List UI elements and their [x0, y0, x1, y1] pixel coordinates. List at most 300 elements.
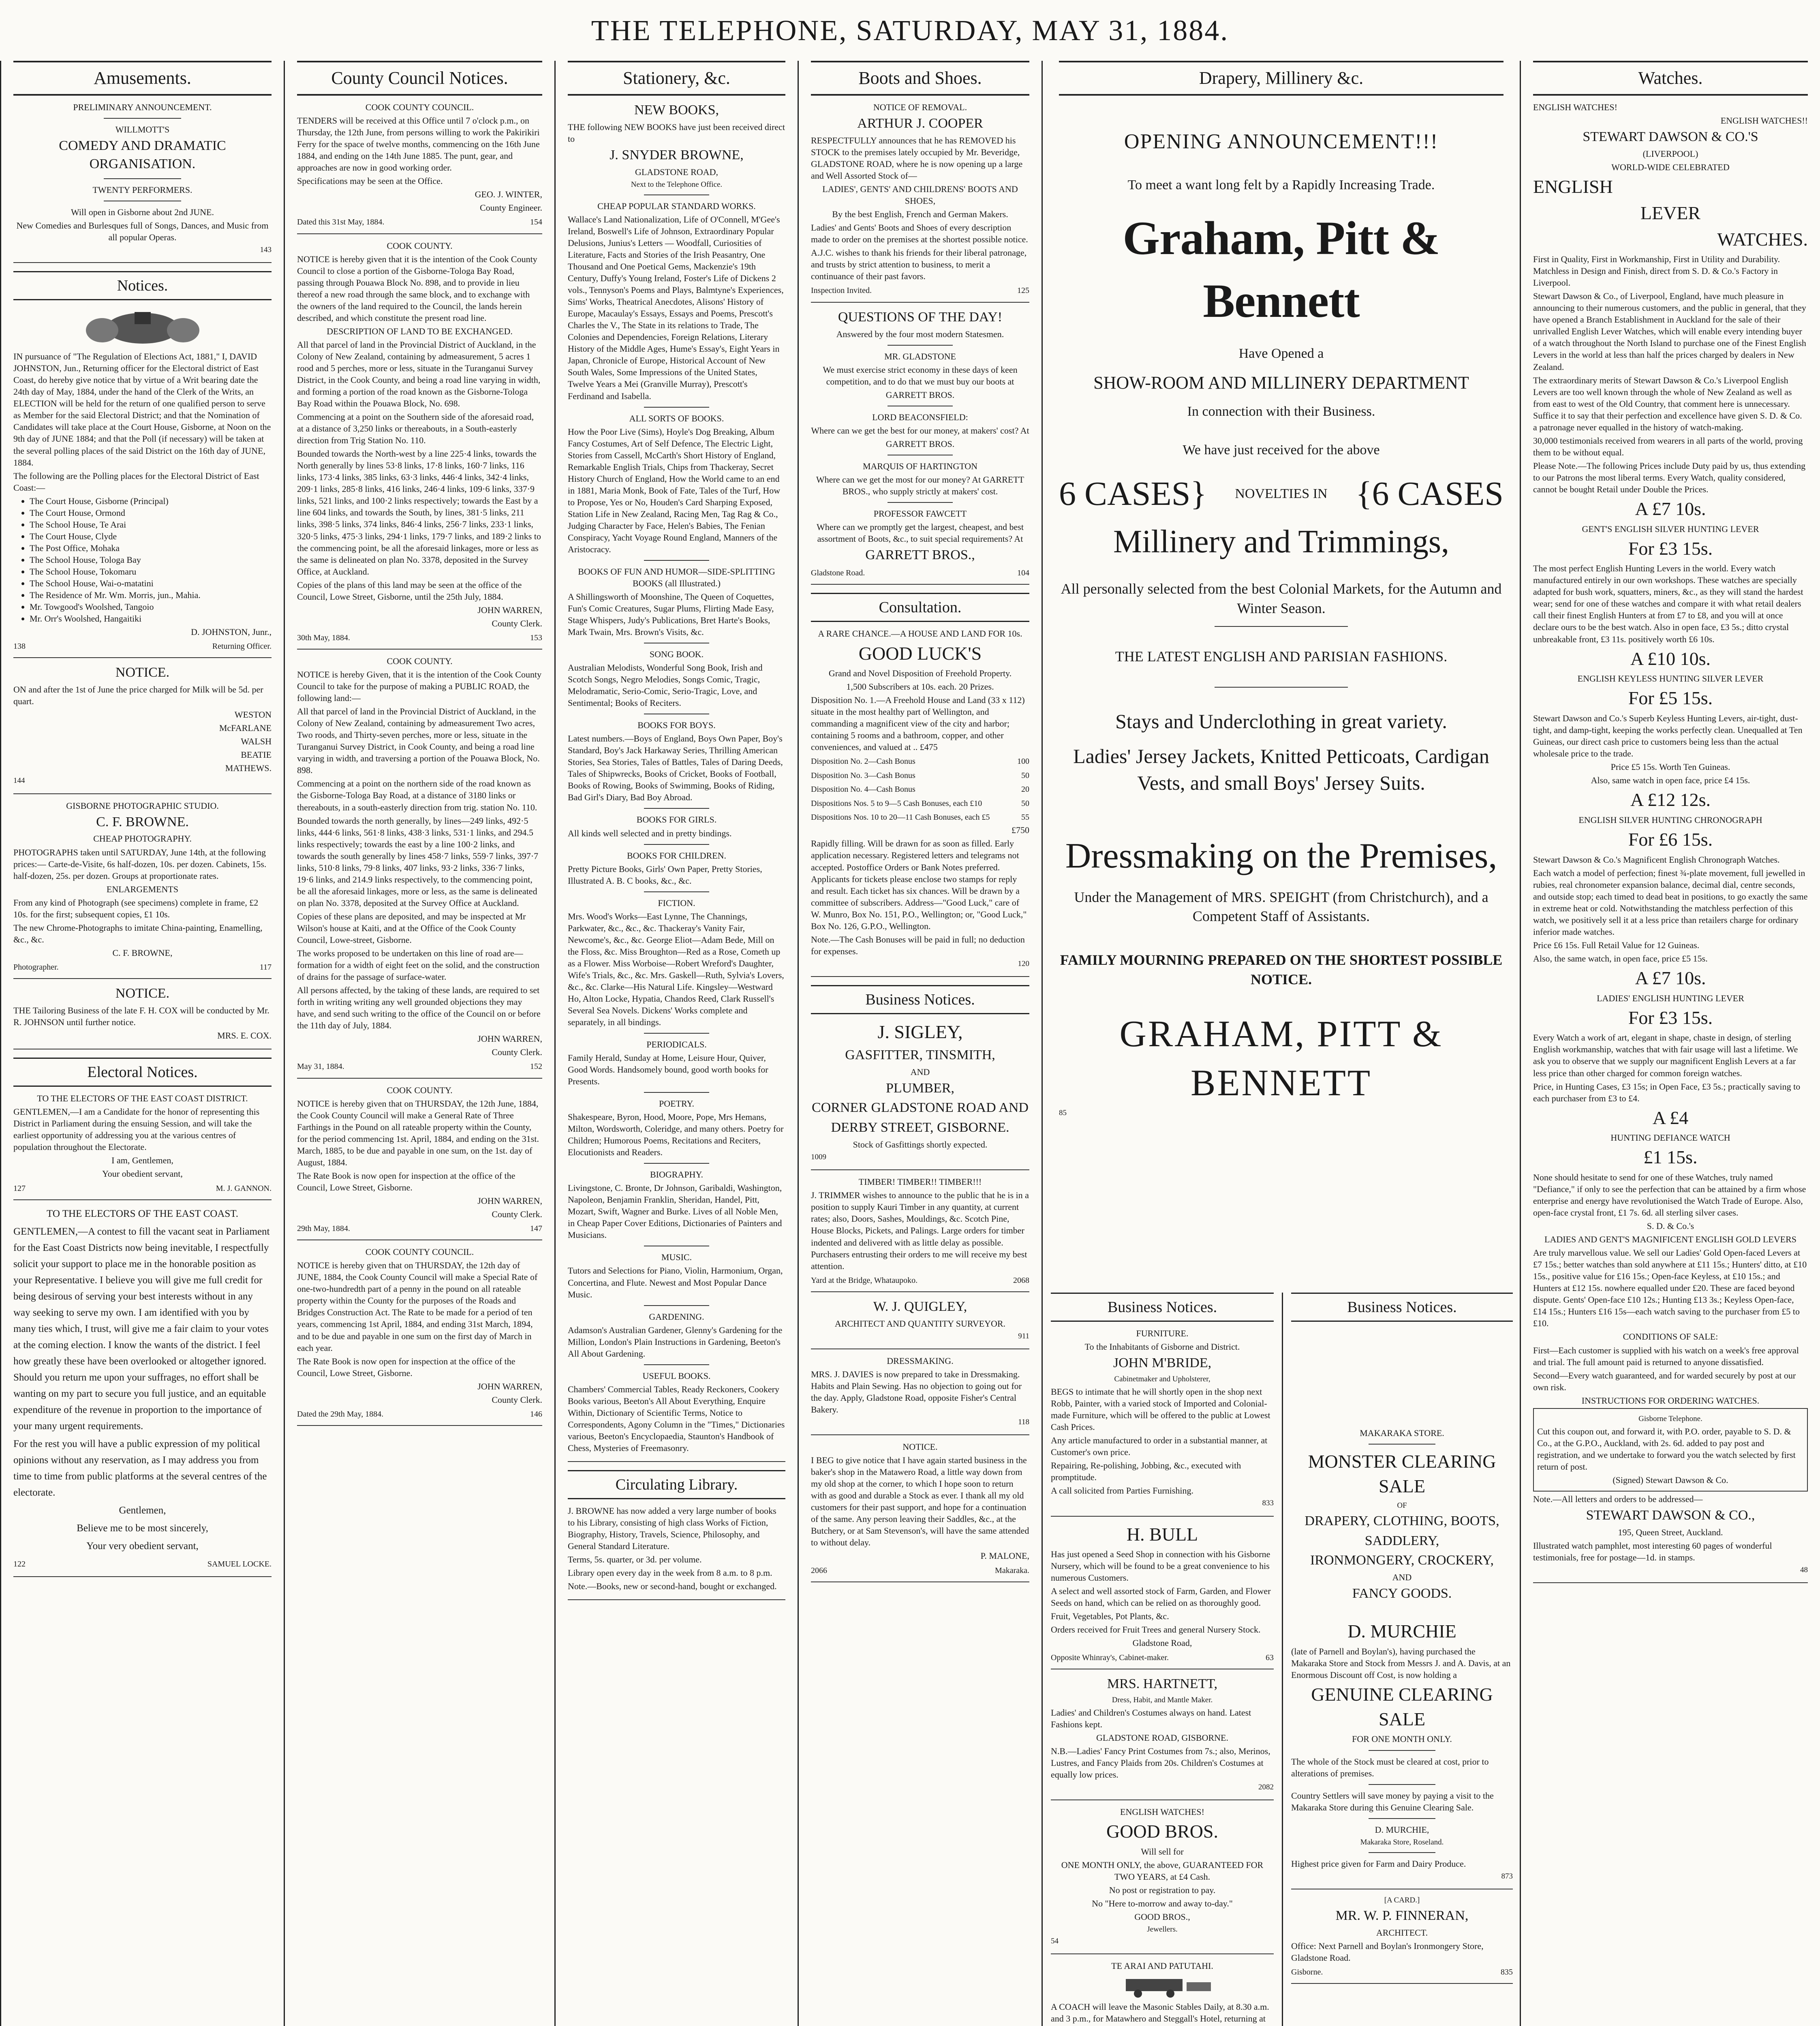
election-text: IN pursuance of "The Regulation of Elections Act, 1881," I, DAVID JOHNSTON, Jun., Returning officer for the Electoral district of East Coast, do hereby give notice that by virtue of a Writ bearing date the 24th day of May, 1884, under the hand of the Clerk of the Writs, an ELECTION will be held for the return of one qualified person to serve as Member for the said Electoral District; and that the Nomination of Candidates will take place at the Court House, Gisborne, at Noon on the 9th day of JUNE 1884; and that the Poll (if necessary) will be taken at the several polling places of the said District on the 16th day of JUNE, 1884. [13, 351, 271, 468]
notice-text: Bounded towards the North-west by a line 225·4 links, towards the North generally by lines 53·8 links, 17·8 links, 160·7 links, 116 links, 173·4 links, 385 links, 63·3 links, 446·4 links, 342·4 links, 209·1 links, 285·8 links, 416 links, 246·4 links, 109·6 links, 337·9 links, 521 links, and 100·2 links respectively; towards the East by a line 604 links, and towards the South, by lines, 381·5 links, 211 links, 398·5 links, 374 links, 846·4 links, 256·7 links, 233·1 links, 320·5 links, 475·3 links, 294·1 links, 179·7 links, and 189·2 links to the commencing point, be all the aforesaid linkages, more or less as the same is delineated on plan No. 3378, deposited in the Survey Office, at Auckland. [297, 449, 541, 577]
books-section-text: Chambers' Commercial Tables, Ready Reckoners, Cookery Books various, Beeton's All About Everything, Enquire Within, Dictionary of Scientific Terms, Notice to Correspondents, Agony Column in the "Times," Dictionaries various, Beeton's Encyclopaedia, Staunton's Handbook of Chess, Mysteries of Freemasonry. [568, 1384, 785, 1453]
books-section-heading: BOOKS FOR BOYS. [637, 720, 716, 731]
notice-date: Dated this 31st May, 1884. [297, 218, 385, 227]
offer-desc: ENGLISH KEYLESS HUNTING SILVER LEVER [1577, 673, 1764, 684]
notice-signature: GEO. J. WINTER, [475, 189, 542, 200]
notice-signature: JOHN WARREN, [477, 605, 542, 615]
bull-ad [1051, 1522, 1274, 1669]
disposition-value: 55 [1021, 813, 1029, 822]
notice-text: All persons affected, by the taking of these lands, are required to set forth in writing writing any well grounded objections they may have, and send such writing to the office of the Council on or before the 11th day of July, 1884. [297, 985, 541, 1031]
notice-text: TENDERS will be received at this Office until 7 o'clock p.m., on Thursday, the 12th June, from persons willing to work the Pakirikiri Ferry for the space of twelve months, commencing on the 16th June 1884, and ending on the 14th June 1885. The punt, gear, and approaches are now in good working order. [297, 115, 540, 173]
ad-number: 120 [1018, 959, 1029, 968]
offer-price: Price, in Hunting Cases, £3 15s; in Open Face, £3 5s.; practically saving to each purchaser from £3 to £4. [1533, 1081, 1801, 1103]
books-section-heading: BOOKS OF FUN AND HUMOR—SIDE-SPLITTING BOOKS (all Illustrated.) [578, 566, 775, 588]
notice-date: 30th May, 1884. [297, 633, 350, 642]
dressmaking-management: Under the Management of MRS. SPEIGHT (from Christchurch), and a Competent Staff of Assistants. [1074, 889, 1489, 925]
books-section-text: Tutors and Selections for Piano, Violin, Harmonium, Organ, Concertina, and Flute. Newest and Most Popular Dance Music. [568, 1265, 783, 1299]
consultation-note: Note.—The Cash Bonuses will be paid in full; no deduction for expenses. [811, 934, 1025, 956]
mbride-role: Cabinetmaker and Upholsterer, [1114, 1375, 1210, 1384]
timber-text: J. TRIMMER wishes to announce to the public that he is in a position to supply Kauri Timber in any quantity, at current rates; also, Doors, Sashes, Mouldings, &c. Scotch Pine, House Blocks, Pickets, and Palings. Large orders for timber indented and delivered with as little delay as possible. Purchasers entrusting their orders to me will receive my best attention. [811, 1190, 1029, 1271]
dawson-watches: WATCHES. [1717, 229, 1808, 250]
offer-for: For £3 15s. [1628, 1007, 1713, 1028]
disposition-label: Dispositions Nos. 5 to 9—5 Cash Bonuses, each £10 [811, 799, 982, 808]
photo-studio-ad [13, 800, 272, 979]
timber-heading: TIMBER! TIMBER!! TIMBER!!! [858, 1177, 982, 1187]
notice-text: NOTICE is hereby given that on THURSDAY, the 12th day of JUNE, 1884, the Cook County Council will make a Special Rate of one-two-hundredth part of a penny in the pound on all rateable property within the County for the purposes of the Roads and Bridges Construction Act. The Rate to be made for a period of ten years, commencing 1st April, 1884, and ending 31st March, 1894, and to be due and payable in one sum on the first day of March in each year. [297, 1260, 538, 1353]
stock-cleared: The whole of the Stock must be cleared at cost, prior to alterations of premises. [1291, 1756, 1489, 1778]
notice-role: County Clerk. [492, 1209, 542, 1219]
dawson-testimonials: 30,000 testimonials received from wearers in all parts of the world, proving them to be without equal. [1533, 435, 1803, 457]
disposition-row [811, 798, 1029, 809]
removal-heading: NOTICE OF REMOVAL. [873, 102, 967, 113]
business-header: Business Notices. [1291, 1293, 1513, 1322]
sale-of: OF [1397, 1501, 1407, 1510]
polling-place: • The School House, Wai-o-matatini [30, 577, 272, 589]
library-ad [568, 1505, 785, 1600]
books-section-heading: CHEAP POPULAR STANDARD WORKS. [597, 201, 756, 211]
offer-desc: GENT'S ENGLISH SILVER HUNTING LEVER [1582, 524, 1759, 534]
polling-place: • The Court House, Clyde [30, 530, 272, 542]
coach-text: A COACH will leave the Masonic Stables Daily, at 8.30 a.m. and 3 p.m., for Matawhero and Steggall's Hotel, returning at [1051, 2002, 1269, 2024]
column-header-council: County Council Notices. [297, 61, 542, 96]
statesman-answer: Where can we get the best for our money, at makers' cost? At [811, 425, 1029, 436]
books-next: Next to the Telephone Office. [631, 180, 723, 189]
books-section-heading: BOOKS FOR GIRLS. [636, 814, 717, 825]
books-section-heading: FICTION. [658, 898, 695, 908]
notice-role: County Clerk. [492, 1047, 542, 1058]
books-section-heading: GARDENING. [649, 1311, 704, 1322]
notice-heading: COOK COUNTY COUNCIL. [365, 102, 474, 113]
enlargements-heading: ENLARGEMENTS [106, 884, 179, 894]
notice-date: May 31, 1884. [297, 1062, 344, 1071]
removal-notice [811, 101, 1029, 303]
notice-subheading: DESCRIPTION OF LAND TO BE EXCHANGED. [327, 326, 513, 336]
finneran-role: ARCHITECT. [1376, 1927, 1428, 1938]
gannon-heading: TO THE ELECTORS OF THE EAST COAST DISTRICT. [37, 1093, 248, 1104]
card-label: [A CARD.] [1384, 1896, 1420, 1904]
coach-engraving [1101, 1974, 1223, 1998]
watches-top: ENGLISH WATCHES!! [1720, 115, 1808, 126]
locke-close: Your very obedient servant, [86, 1540, 199, 1552]
books-section-text: Mrs. Wood's Works—East Lynne, The Channings, Parkwater, &c., &c., &c. Thackeray's Vanity Fair, Newcome's, &c., &c. George Eliot—Adam Bede, Mill on the Floss, &c. Miss Broughton—Red as a Rose, Cometh up as a Flower. Miss Worboise—Robert Wreford's Daughter, Wife's Trials, &c., &c. Mrs. Gaskell—Ruth, Sylvia's Lovers, &c., &c. Clarke—His Natural Life. Kingsley—Westward Ho, Alton Locke, Hypatia, Chandos Reed, Clark Russell's Several Sea Novels. Dickens' Works complete and separately, in all bindings. [568, 911, 784, 1027]
drapery-fashions: THE LATEST ENGLISH AND PARISIAN FASHIONS. [1115, 648, 1448, 665]
disposition-label: Dispositions Nos. 10 to 20—11 Cash Bonuses, each £5 [811, 813, 990, 822]
removal-text: RESPECTFULLY announces that he has REMOVED his STOCK to the premises lately occupied by Mr. Beveridge, GLADSTONE ROAD, where he is now opening up a large and Well Assorted Stock of— [811, 135, 1023, 181]
disposition-row [811, 756, 1029, 767]
notice-signature: JOHN WARREN, [477, 1381, 542, 1391]
stewart-dawson-ad [1533, 101, 1808, 1583]
opening-line: Will open in Gisborne about 2nd JUNE. [71, 207, 214, 217]
hartnett-nb: N.B.—Ladies' Fancy Print Costumes from 7s.; also, Merinos, Lustres, and Fancy Plaids from 20s. Children's Costumes at equally low prices. [1051, 1746, 1270, 1780]
drapery-firm-footer: GRAHAM, PITT & BENNETT [1119, 1013, 1443, 1104]
disposition-row [811, 770, 1029, 781]
statesman-answer: Where can we get the most for our money? At GARRETT BROS., who supply strictly at makers' cost. [816, 474, 1024, 496]
dawson-illustrated: Illustrated watch pamphlet, most interesting 60 pages of wonderful testimonials, free for postage—1d. in stamps. [1533, 1540, 1772, 1562]
column-header-stationery: Stationery, &c. [568, 61, 785, 96]
ad-number: 911 [1018, 1331, 1029, 1340]
coach-heading: TE ARAI AND PATUTAHI. [1111, 1961, 1213, 1971]
column-header-boots: Boots and Shoes. [811, 61, 1029, 96]
books-section-text: A Shillingsworth of Moonshine, The Queen of Coquettes, Fun's Comic Creatures, Sugar Plums, Flirting Made Easy, Stage Whispers, Judy's Publications, Bret Harte's Books, Mark Twain, Mrs. Brown's Visits, &c. [568, 591, 774, 637]
dawson-please: Please Note.—The following Prices include Duty paid by us, thus extending to our Patrons the most liberal terms. Every Watch, quality considered, cannot be bought Retail under Double the Prices. [1533, 460, 1806, 494]
books-section-text: All kinds well selected and in pretty bindings. [568, 828, 732, 838]
polling-place: • The School House, Tologa Bay [30, 554, 272, 566]
dawson-english: ENGLISH [1533, 176, 1613, 197]
finneran-name: MR. W. P. FINNERAN, [1335, 1908, 1469, 1923]
disposition-value: 100 [1017, 757, 1029, 766]
milk-text: ON and after the 1st of June the price charged for Milk will be 5d. per quart. [13, 684, 263, 707]
drapery-selected: All personally selected from the best Colonial Markets, for the Autumn and Winter Season. [1061, 581, 1502, 616]
disposition-value: 50 [1021, 799, 1029, 808]
bull-text: Fruit, Vegetables, Pot Plants, &c. [1051, 1611, 1169, 1622]
ad-number: 104 [1017, 568, 1029, 577]
books-heading: NEW BOOKS, [634, 103, 719, 118]
locke-close: Believe me to be most sincerely, [77, 1522, 208, 1534]
offer-for: For £3 15s. [1628, 538, 1713, 559]
removal-stock: LADIES', GENTS' AND CHILDRENS' BOOTS AND SHOES, [822, 184, 1018, 206]
drapery-received: We have just received for the above [1183, 442, 1380, 457]
notice-text: Bounded towards the north generally, by lines—249 links, 492·5 links, 444·6 links, 561·8 links, 438·3 links, 531·1 links, and 294.5 links respectively; towards the east by a line 100·2 links, and towards the south generally by lines 458·7 links, 559·7 links, 397·7 links, 510·8 links, 79·8 links, 407 links, 93·2 links, 336·7 links, 19·6 links, and 214.9 links respectively, to the commencing point, be all the aforesaid linkages, more or less, as the same is delineated on plan No. 3378, deposited at the Survey Office at Auckland. [297, 815, 539, 908]
ad-number: 144 [13, 776, 25, 785]
watches-top: ENGLISH WATCHES! [1533, 102, 1617, 113]
enlargements-text: From any kind of Photograph (see specimens) complete in frame, £2 10s. for the first; subsequent copies, £1 10s. [13, 897, 259, 919]
milk-name: WESTON [234, 710, 272, 720]
dressmaking-ad [811, 1355, 1029, 1435]
books-section-text: Wallace's Land Nationalization, Life of O'Connell, M'Gee's Ireland, Boswell's Life of Johnson, Extraordinary Popular Delusions, Junius's Letters — Woodfall, Curiosities of Literature, Facts and Stories of the Irish Peasantry, One Thousand and One Poetical Gems, Mackenzie's 19th Century, Duffy's Young Ireland, Foster's Life of Dickens 2 vols., Tennyson's Poems and Plays, Balmtyne's Experiences, Sims' Works, Theatrical Anecdotes, Alisons' History of Europe, Macaulay's Essays, Essays and Poems, Prescott's Charles the V., The State in its relations to Trade, The Colonies and Dependencies, Foreign Relations, Literary History of the Middle Ages, Hume's Essay's, Eight Years in Japan, Chronicle of Europe, Historical Account of New South Wales, Some Impressions of the United States, Twelve Years a Mei (Granville Murray), Prescott's Ferdinand and Isabella. [568, 214, 784, 401]
offer-was: A £7 10s. [1635, 498, 1706, 519]
newspaper-masthead: THE TELEPHONE, SATURDAY, MAY 31, 1884. [591, 14, 1229, 47]
disposition-label: Disposition No. 3—Cash Bonus [811, 771, 915, 780]
statesman: MARQUIS OF HARTINGTON [862, 461, 978, 471]
studio-cheap: CHEAP PHOTOGRAPHY. [93, 833, 192, 844]
questions-address: Gladstone Road. [811, 568, 865, 577]
baker-text: I BEG to give notice that I have again started business in the baker's shop in the Matawero Road, a little way down from my old shop at the corner, to which I hope soon to return with as good and durable a Stock as ever. I thank all my old customers for their past support, and hope for a continuation of the same. Any person leaving their Saddles, &c., at the Butchery, or at Sam Stevenson's, will have the same attended to without delay. [811, 1455, 1029, 1548]
instructions-heading: INSTRUCTIONS FOR ORDERING WATCHES. [1581, 1395, 1760, 1406]
books-section-text: Shakespeare, Byron, Hood, Moore, Pope, Mrs Hemans, Milton, Wordsworth, Coleridge, and many others. Poetry for Children; Humorous Poems, Recitations and Reciters, Elocutionists and Readers. [568, 1112, 784, 1158]
bull-address2: Opposite Whinray's, Cabinet-maker. [1051, 1653, 1169, 1662]
ferry-tender [297, 101, 542, 234]
timber-yard: Yard at the Bridge, Whataupoko. [811, 1276, 918, 1285]
baker-notice [811, 1441, 1029, 1582]
road-closure-notice [297, 240, 542, 650]
bull-name: H. BULL [1126, 1524, 1198, 1545]
finneran-town: Gisborne. [1291, 1967, 1323, 1977]
locke-heading: TO THE ELECTORS OF THE EAST COAST. [47, 1208, 238, 1219]
hartnett-text: Ladies' and Children's Costumes always on hand. Latest Fashions kept. [1051, 1707, 1251, 1729]
consultation-title: GOOD LUCK'S [858, 643, 982, 664]
disposition-one: Disposition No. 1.—A Freehold House and Land (33 x 112) situate in the most healthy part of Wellington, and commanding a magnificent view of the city and harbor; containing 5 rooms and a bathroom, copper, and other conveniences, and valued at .. £475 [811, 695, 1025, 752]
ad-number: 833 [1262, 1499, 1274, 1508]
statesman-firm: GARRETT BROS. [885, 438, 955, 449]
offer-price: Price £5 15s. Worth Ten Guineas. [1610, 762, 1730, 772]
notice-text: The works proposed to be undertaken on this line of road are—formation for a width of eight feet on the solid, and the construction of drains for the passage of surface-water. [297, 948, 540, 982]
locke-text: GENTLEMEN,—A contest to fill the vacant seat in Parliament for the East Coast Districts now being inevitable, I respectfully solicit your support to place me in the honorable position as your Representative. I believe you will give me full credit for being desirous of serving your best interests without in any way seeking to serve my own. I am identified with you by many ties which, I trust, will give me a fair claim to your votes at the coming election. I know the wants of the district. I feel how greatly these have been overlooked or altogether ignored. Should you return me upon your suffrages, no effort shall be wanting on my part to secure you full justice, and an equitable expenditure of the revenue in proportion to the importance of your many urgent requirements. [13, 1226, 270, 1432]
notice-signature: JOHN WARREN, [477, 1195, 542, 1206]
dawson-note: Note.—All letters and orders to be addressed— [1533, 1494, 1703, 1504]
offer-for: For £6 15s. [1628, 829, 1713, 850]
novelties-label: NOVELTIES IN [1235, 486, 1328, 501]
finneran-card [1291, 1895, 1513, 1984]
dawson-address: STEWART DAWSON & CO., [1586, 1507, 1755, 1523]
books-section-heading: BIOGRAPHY. [650, 1169, 703, 1180]
condition-item: First—Each customer is supplied with his watch on a week's free approval and trial. The full amount paid is returned to anyone dissatisfied. [1533, 1345, 1799, 1367]
books-section-heading: SONG BOOK. [649, 649, 704, 660]
removal-text: A.J.C. wishes to thank his friends for their liberal patronage, and trusts by strict attention to business, to merit a continuance of their past favors. [811, 248, 1027, 282]
ad-number: 1009 [811, 1153, 826, 1162]
drapery-connection: In connection with their Business. [1187, 404, 1375, 419]
new-books-ad [568, 101, 785, 1462]
ad-number: 63 [1266, 1653, 1274, 1662]
polling-place: • The Post Office, Mohaka [30, 542, 272, 554]
consultation-text: Rapidly filling. Will be drawn for as soon as filled. Early application necessary. Registered letters and telegrams not accepted. Postoffice Orders or Bank Notes preferred. Applicants for tickets please enclose two stamps for reply and result. Each ticket has six chances. Will be drawn by a committee of subscribers. Address—"Good Luck," care of W. Munro, Box No. 151, P.O., Wellington; or, "Good Luck," Box No. 126, G.P.O., Wellington. [811, 838, 1027, 931]
sigley-ad [811, 1020, 1029, 1170]
notice-signature: JOHN WARREN, [477, 1034, 542, 1044]
locke-signature: SAMUEL LOCKE. [207, 1559, 272, 1569]
offer-text: Each watch a model of perfection; finest ¾-plate movement, full jewelled in rubies, real chronometer expansion balance, decimal dial, centre seconds, and outside stop; each timed to dead beat in positions, to go exactly the same in extreme heat or cold. Notwithstanding the matchless perfection of this watch, we positively sell it at a less price than retailers charge for ordinary inferior made watches. [1533, 868, 1808, 937]
ad-number: 85 [1059, 1108, 1067, 1117]
election-role: Returning Officer. [212, 642, 272, 651]
ad-number: 147 [530, 1224, 542, 1233]
baker-place: Makaraka. [995, 1566, 1029, 1575]
books-section-text: How the Poor Live (Sims), Hoyle's Dog Breaking, Album Fancy Costumes, Art of Self Defence, The Electric Light, Stories from Cassell, McCarth's Short History of England, Remarkable English Trials, Chips from Thackeray, Secret History Church of England, How the World came to an end in 1881, Maria Monk, Book of Fate, Tales of the Turf, How to Propose, Yes or No, Houden's Card Sharping Exposed, Station Life in New Zealand, Racing Men, Tag Rag & Co., Judging Character by Face, Helen's Babies, The Fenian Conspiracy, Yacht Voyage Round England, Manners of the Aristocracy. [568, 426, 781, 554]
offer-desc: ENGLISH SILVER HUNTING CHRONOGRAPH [1578, 814, 1762, 825]
genuine-sale: GENUINE CLEARING SALE [1311, 1684, 1493, 1729]
removal-text: Ladies' and Gents' Boots and Shoes of every description made to order on the premises at the shortest possible notice. [811, 222, 1028, 245]
sigley-corner: CORNER GLADSTONE ROAD AND [812, 1100, 1029, 1116]
consultation-ad [811, 628, 1029, 977]
disposition-value: 50 [1021, 771, 1029, 780]
dressmaking-heading: DRESSMAKING. [887, 1355, 954, 1366]
gannon-close: I am, Gentlemen, [111, 1155, 173, 1166]
dawson-intro: The extraordinary merits of Stewart Dawson & Co.'s Liverpool English Levers are too well known through the whole of New Zealand as well as from east to west of the Old Country, that comment here is unnecessary. Suffice it to say that their perfection and excellence have given S. D. & Co. a patronage never equalled in the history of watch-making. [1533, 375, 1802, 432]
ad-number: 154 [530, 218, 542, 227]
offer-open: Also, same watch in open face, price £4 15s. [1591, 775, 1750, 786]
willmott-name: WILLMOTT'S [115, 124, 170, 135]
dawson-firm: STEWART DAWSON & CO.'S [1583, 129, 1758, 145]
consultation-sub: Grand and Novel Disposition of Freehold Property. [828, 668, 1012, 679]
books-section-heading: POETRY. [659, 1098, 694, 1109]
statesman: MR. GLADSTONE [884, 351, 956, 361]
disposition-label: Disposition No. 4—Cash Bonus [811, 785, 915, 794]
bull-text: Has just opened a Seed Shop in connection with his Gisborne Nursery, which will be found to be a great convenience to his numerous Customers. [1051, 1549, 1270, 1583]
furniture-heading: FURNITURE. [1136, 1328, 1189, 1339]
business-header: Business Notices. [1051, 1293, 1274, 1322]
murchie-text: (late of Parnell and Boylan's), having purchased the Makaraka Store and Stock from Messrs J. and A. Davis, at an Enormous Discount off Cost, is now holding a [1291, 1646, 1511, 1680]
good-bros-ad [1051, 1806, 1274, 1954]
sigley-trade: AND [910, 1066, 930, 1077]
polling-places-list [13, 495, 272, 624]
preliminary-heading: PRELIMINARY ANNOUNCEMENT. [73, 102, 212, 113]
dawson-address2: 195, Queen Street, Auckland. [1618, 1527, 1723, 1537]
polling-place: • Mr. Orr's Woolshed, Hangaitiki [30, 613, 272, 624]
offer-desc: HUNTING DEFIANCE WATCH [1610, 1133, 1730, 1143]
ad-number: 122 [13, 1559, 26, 1569]
notice-spec: Specifications may be seen at the Office. [297, 176, 443, 186]
milk-name: BEATIE [241, 750, 272, 760]
ad-number: 146 [530, 1409, 542, 1419]
offer-was: A £10 10s. [1630, 648, 1711, 669]
makaraka-ad [1291, 1427, 1513, 1889]
books-firm: J. SNYDER BROWNE, [610, 147, 744, 163]
library-text: J. BROWNE has now added a very large number of books to his Library, consisting of high class Works of Fiction, Biography, History, Travels, Science, Philosophy, and General Standard Literature. [568, 1506, 776, 1552]
column-header-drapery: Drapery, Millinery &c. [1059, 61, 1503, 96]
offer-desc: LADIES' ENGLISH HUNTING LEVER [1597, 993, 1744, 1003]
locke-text2: For the rest you will have a public expression of my political opinions without any reservation, as I may address you from time to time from public platforms at the several centres of the electorate. [13, 1438, 267, 1498]
gold-text: Are truly marvellous value. We sell our Ladies' Gold Open-faced Levers at £7 15s.; better watches than sold anywhere at £11 15s.; Hunters' ditto, at £10 15s., positive value for £16 15s.; Open-face Keyless, at £10 15s.; and Hunters at £12 15s. nowhere equalled under £20. These are faced beyond dispute. Gents' Open-face £10 12s.; Hunting £13 3s.; Keyless Open-face, £14 15s.; Hunters £16 15s—each watch saving to the purchaser from £5 to £10. [1533, 1248, 1807, 1329]
notice-text: NOTICE is hereby given that on THURSDAY, the 12th June, 1884, the Cook County Council will make a General Rate of Three Farthings in the Pound on all rateable property within the County, for the period commencing 1st. April, 1884, and ending on the 31st. March, 1885, to be due and payable in one sum, on the 1st. day of August, 1884. [297, 1098, 539, 1167]
ad-number: 117 [259, 962, 272, 972]
sale-item: FANCY GOODS. [1352, 1586, 1452, 1601]
furniture-ad [1051, 1327, 1274, 1516]
mbride-text: BEGS to intimate that he will shortly open in the shop next Robb, Painter, with a varied stock of Imported and Colonial-made Furniture, which will be offered to the public at Lowest Cash Prices. [1051, 1387, 1270, 1432]
offer-for: For £5 15s. [1628, 688, 1713, 709]
column-header-amusements: Amusements. [13, 61, 272, 96]
ad-number: 2068 [1013, 1276, 1029, 1285]
gannon-close: Your obedient servant, [102, 1169, 183, 1179]
hartnett-name: MRS. HARTNETT, [1107, 1676, 1218, 1691]
hartnett-address: GLADSTONE ROAD, GISBORNE. [1096, 1732, 1228, 1743]
offer-text: Stewart Dawson & Co.'s Magnificent English Chronograph Watches. [1533, 854, 1780, 865]
new-comedies: New Comedies and Burlesques full of Songs, Dances, and Music from all popular Operas. [16, 220, 269, 242]
baker-heading: NOTICE. [903, 1442, 938, 1452]
mbride-call: A call solicited from Parties Furnishing. [1051, 1485, 1193, 1496]
notice-text: Copies of the plans of this land may be seen at the office of the Council, Lowe Street, Gisborne, until the 25th July, 1884. [297, 579, 522, 602]
consultation-header: Consultation. [811, 593, 1029, 622]
baker-signature: P. MALONE, [980, 1551, 1029, 1561]
column-header-watches: Watches. [1533, 61, 1808, 96]
drapery-firm: Graham, Pitt & Bennett [1123, 211, 1440, 328]
polling-place: • The Court House, Gisborne (Principal) [30, 495, 272, 507]
notice-role: County Engineer. [480, 203, 542, 213]
ad-number: 153 [530, 633, 542, 642]
murchie-name: D. MURCHIE [1347, 1621, 1456, 1642]
good-bros-month: ONE MONTH ONLY, the above, GUARANTEED FOR TWO YEARS, at £4 Cash. [1061, 1859, 1264, 1882]
order-coupon[interactable] [1533, 1408, 1808, 1492]
ad-number: 2066 [811, 1566, 827, 1575]
good-bros-no2: No "Here to-morrow and away to-day." [1092, 1898, 1233, 1908]
furniture-to: To the Inhabitants of Gisborne and District. [1084, 1342, 1240, 1352]
milk-name: MATHEWS. [225, 763, 272, 774]
cases-left: 6 CASES} [1059, 474, 1207, 513]
notices-header: Notices. [13, 271, 272, 300]
dawson-intro: Stewart Dawson & Co., of Liverpool, England, have much pleasure in announcing to their numerous customers, and the public in general, that they have opened a Branch Establishment in Auckland for the sale of their unrivalled English Lever Watches, which will enable every intending buyer of a watch throughout the North Island to purchase one of the Finest English Levers in the world at less than half the prices charged by dealers in New Zealand. [1533, 291, 1806, 372]
ad-number: 152 [530, 1062, 542, 1071]
studio-firm: C. F. BROWNE, [112, 947, 173, 958]
books-section-text: Family Herald, Sunday at Home, Leisure Hour, Quiver, Good Words. Handsomely bound, good worth books for Presents. [568, 1053, 768, 1087]
milk-name: McFARLANE [219, 723, 272, 733]
dawson-location: (LIVERPOOL) [1642, 149, 1698, 159]
offer-open: Also, the same watch, in open face, price £5 15s. [1533, 953, 1708, 964]
books-section-heading: USEFUL BOOKS. [642, 1370, 711, 1381]
questions-heading: QUESTIONS OF THE DAY! [838, 309, 1003, 325]
coupon-telephone: Gisborne Telephone. [1638, 1414, 1702, 1423]
settlers-text: Country Settlers will save money by paying a visit to the Makaraka Store during this Genuine Clearing Sale. [1291, 1790, 1494, 1812]
books-section-text: Pretty Picture Books, Girls' Own Paper, Pretty Stories, Illustrated A. B. C books, &c., &c. [568, 863, 762, 886]
general-rate-notice [297, 1084, 542, 1241]
library-terms: Terms, 5s. quarter, or 3d. per volume. [568, 1554, 702, 1565]
studio-text: PHOTOGRAPHS taken until SATURDAY, June 14th, at the following prices:— Carte-de-Visite, 6s half-dozen, 10s. per dozen. Cabinets, 15s. half-dozen, 25s. per dozen. Groups at proportionate rates. [13, 847, 267, 881]
coach-ad [1051, 1960, 1274, 2026]
questions-intro: Answered by the four most modern Statesmen. [836, 329, 1004, 339]
notice-text: NOTICE is hereby Given, that it is the intention of the Cook County Council to take for the purpose of making a PUBLIC ROAD, the following land:— [297, 669, 542, 703]
ad-number: 835 [1501, 1967, 1513, 1977]
election-notice [13, 306, 272, 658]
tailor-heading: NOTICE. [115, 986, 170, 1001]
offer-text: None should hesitate to send for one of these Watches, truly named "Defiance," if only to see the perfection that can be attained by a firm whose enterprise and energy have revolutionised the Watch Trade of Europe. Also, open-face crystal front, £1 7s. 6d. all sterling silver cases. [1533, 1172, 1806, 1218]
books-intro: THE following NEW BOOKS have just been received direct to [568, 122, 785, 144]
ad-number: 138 [13, 642, 26, 651]
notice-text: NOTICE is hereby given that it is the intention of the Cook County Council to close a portion of the Gisborne-Tologa Bay Road, passing through Pouawa Block No. 898, and to provide in lieu thereof a new road through the same block, and to exchange with the owners of the land required to the Council, the lands herein described, and which constitute the present road line. [297, 254, 537, 323]
gannon-text: GENTLEMEN,—I am a Candidate for the honor of representing this District in Parliament during the ensuing Session, and will take the earliest opportunity of addressing you at the various centres of population throughout the Electorate. [13, 1107, 260, 1152]
milk-heading: NOTICE. [115, 665, 170, 680]
mbride-text: Repairing, Re-polishing, Jobbing, &c., executed with promptitude. [1051, 1460, 1241, 1483]
column-business-right [1282, 1293, 1521, 2026]
timber-ad [811, 1176, 1029, 1292]
polling-place: • The Court House, Ormond [30, 507, 272, 519]
polling-place: • The School House, Tokomaru [30, 566, 272, 577]
milk-notice [13, 664, 272, 794]
ad-number: 125 [1017, 286, 1029, 295]
offer-was: A £7 10s. [1635, 967, 1706, 988]
removal-name: ARTHUR J. COOPER [857, 116, 983, 131]
column-drapery [1042, 61, 1520, 2026]
gannon-address [13, 1092, 272, 1200]
makaraka-store: MAKARAKA STORE. [1360, 1428, 1444, 1438]
sigley-derby: DERBY STREET, GISBORNE. [831, 1120, 1009, 1135]
drapery-opened: Have Opened a [1238, 346, 1324, 361]
notice-text: All that parcel of land in the Provincial District of Auckland, in the Colony of New Zealand, containing by admeasurement, 5 acres 1 rood and 5 perches, more or less, situate in the Turanganui Survey District, in the Cook County, and being a road line varying in width, and forming a portion of the road known as the Gisborne-Tologa Bay Road within the Pouawa Block, No. 698. [297, 340, 541, 409]
drapery-meet: To meet a want long felt by a Rapidly Increasing Trade. [1127, 177, 1435, 192]
locke-close: Gentlemen, [119, 1505, 166, 1516]
bull-text: A select and well assorted stock of Farm, Garden, and Flower Seeds on hand, which can be relied on as thoroughly good. [1051, 1586, 1271, 1608]
books-section-text: Australian Melodists, Wonderful Song Book, Irish and Scotch Songs, Negro Melodies, Songs Comic, Tragic, Melodramatic, Serio-Comic, Serio-Tragic, Love, and Sentimental; Books of Reciters. [568, 663, 763, 708]
removal-inspection: Inspection Invited. [811, 286, 872, 295]
offer-text: The most perfect English Hunting Levers in the world. Every watch manufactured entirely in our own workshops. These watches are specially adapted for bush work, squatters, miners, &c., as they will stand the hardest wear; send for one of these watches and compare it with what retail dealers call their finest English Hunters at from £7 to £8, and you will at once declare ours to be the best watch. Also in open face, £3 5s.; ditto crystal unbreakable front, £3 11s. positively worth £6 10s. [1533, 563, 1803, 644]
gannon-signature: M. J. GANNON. [216, 1184, 272, 1193]
electoral-header: Electoral Notices. [13, 1058, 272, 1087]
sd-label: S. D. & Co.'s [1647, 1221, 1694, 1231]
consultation-subscribers: 1,500 Subscribers at 10s. each. 20 Prizes. [846, 682, 994, 692]
finneran-office: Office: Next Parnell and Boylan's Ironmongery Store, Gladstone Road. [1291, 1941, 1484, 1963]
ad-number: 127 [13, 1184, 26, 1193]
millinery-title: Millinery and Trimmings, [1113, 524, 1449, 560]
drapery-jerseys: Ladies' Jersey Jackets, Knitted Petticoats, Cardigan Vests, and small Boys' Jersey Suits. [1073, 744, 1489, 794]
books-section-heading: ALL SORTS OF BOOKS. [629, 413, 724, 423]
column-amusements [0, 61, 284, 2026]
column-council [284, 61, 554, 2026]
statesman-answer: Where can we promptly get the largest, cheapest, and best assortment of Boots, &c., to suit special requirements? At [817, 522, 1024, 544]
one-month: FOR ONE MONTH ONLY. [1352, 1734, 1452, 1744]
bull-text: Orders received for Fruit Trees and general Nursery Stock. [1051, 1624, 1261, 1635]
tailor-signature: MRS. E. COX. [217, 1030, 272, 1041]
milk-name: WALSH [241, 736, 272, 747]
good-bros-no: No post or registration to pay. [1109, 1885, 1216, 1895]
notice-role: County Clerk. [492, 1394, 542, 1405]
notice-text: The Rate Book is now open for inspection at the office of the Council, Lowe Street, Gisborne. [297, 1356, 515, 1378]
disposition-row [811, 784, 1029, 795]
dawson-intro: First in Quality, First in Workmanship, First in Utility and Durability. Matchless in Design and Finish, direct from S. D. & Co.'s Factory in Liverpool. [1533, 254, 1780, 288]
column-watches [1520, 61, 1820, 2026]
notice-date: Dated the 29th May, 1884. [297, 1409, 384, 1419]
ad-number: 143 [260, 246, 272, 254]
chromo-text: The new Chrome-Photographs to imitate China-painting, Enamelling, &c., &c. [13, 922, 263, 945]
statesman-firm: GARRETT BROS. [885, 389, 955, 400]
cases-row [1059, 472, 1503, 517]
studio-heading: GISBORNE PHOTOGRAPHIC STUDIO. [66, 800, 219, 811]
public-road-notice [297, 655, 542, 1078]
column-boots [798, 61, 1042, 2026]
offer-was: A £4 [1652, 1107, 1689, 1128]
